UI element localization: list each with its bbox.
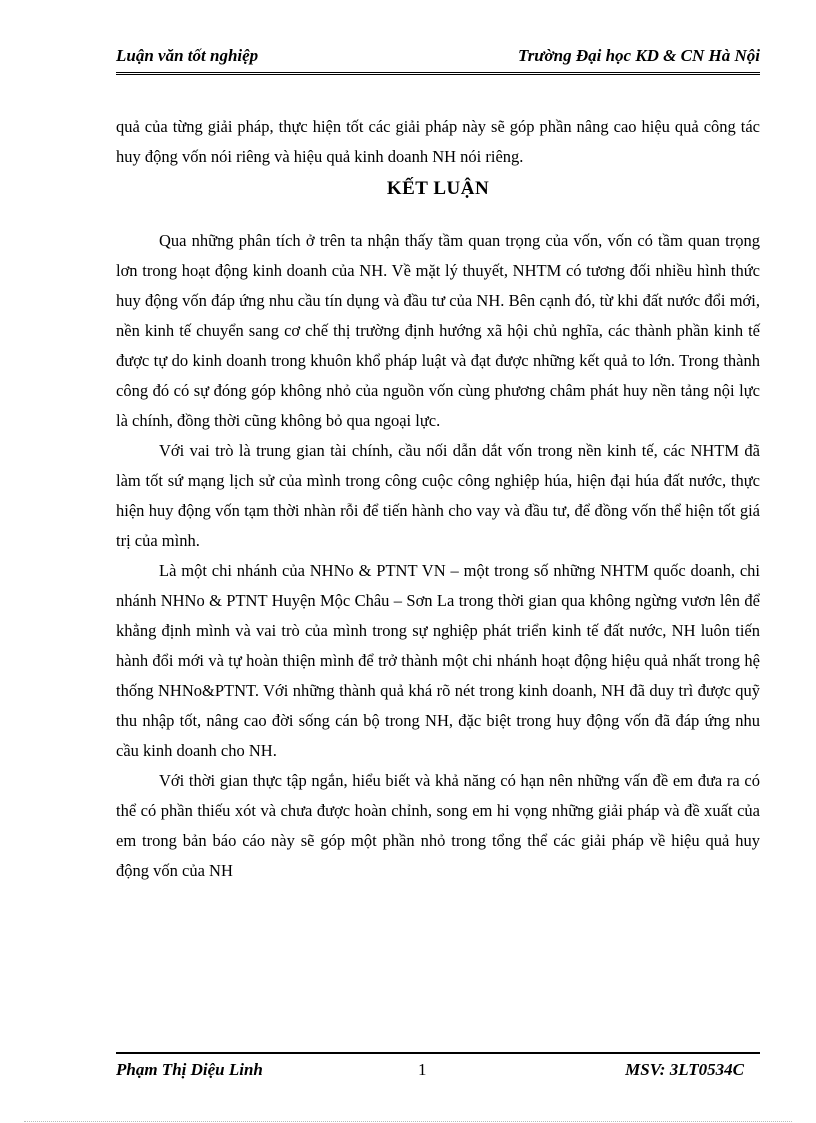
header-university-name: Trường Đại học KD & CN Hà Nội [517, 46, 760, 65]
header-thesis-label: Luận văn tốt nghiệp [116, 46, 259, 65]
document-body [116, 112, 760, 886]
footer-student-id: MSV: 3LT0534C [625, 1060, 744, 1079]
paragraph-3: Là một chi nhánh của NHNo & PTNT VN – một trong số những NHTM quốc doanh, chi nhánh NHNo & PTNT Huyện Mộc Châu – Sơn La trong thời gian qua không ngừng vươn lên để khẳng định mình và vai trò của mình trong sự nghiệp phát triển kinh tế đất nước, NH luôn tiến hành đổi mới và tự hoàn thiện mình để trở thành một chi nhánh hoạt động hiệu quả nhất trong hệ thống NHNo&PTNT. Với những thành quả khá rõ nét trong kinh doanh, NH đã duy trì được quỹ thu nhập tốt, nâng cao đời sống cán bộ trong NH, đặc biệt trong huy động vốn đã đáp ứng nhu cầu kinh doanh cho NH. [116, 561, 760, 760]
page-header [116, 44, 760, 75]
paragraph-4: Với thời gian thực tập ngắn, hiểu biết và khả năng có hạn nên những vấn đề em đưa ra có thể có phần thiếu xót và chưa được hoàn chỉnh, song em hi vọng những giải pháp và đề xuất của em trong bản báo cáo này sẽ góp một phần nhỏ trong tổng thể các giải pháp về hiệu quả huy động vốn của NH [116, 771, 760, 880]
page-bottom-divider [24, 1121, 792, 1122]
section-heading: KẾT LUẬN [386, 178, 490, 199]
footer-page-number: 1 [418, 1060, 427, 1079]
footer-author: Phạm Thị Diệu Linh [116, 1060, 263, 1079]
intro-paragraph: quả của từng giải pháp, thực hiện tốt các giải pháp này sẽ góp phần nâng cao hiệu quả công tác huy động vốn nói riêng và hiệu quả kinh doanh NH nói riêng. [116, 117, 760, 166]
paragraph-1: Qua những phân tích ở trên ta nhận thấy tầm quan trọng của vốn, vốn có tầm quan trọng lơn trong hoạt động kinh doanh của NH. Về mặt lý thuyết, NHTM có tương đối nhiều hình thức huy động vốn đáp ứng nhu cầu tín dụng và đầu tư của NH. Bên cạnh đó, từ khi đất nước đổi mới, nền kinh tế chuyển sang cơ chế thị trường định hướng xã hội chủ nghĩa, các thành phần kinh tế được tự do kinh doanh trong khuôn khổ pháp luật và đạt được những kết quả to lớn. Trong thành công đó có sự đóng góp không nhỏ của nguồn vốn cùng phương châm phát huy nền tảng nội lực là chính, đồng thời cũng không bỏ qua ngoại lực. [116, 231, 760, 430]
page-footer [116, 1052, 760, 1084]
paragraph-2: Với vai trò là trung gian tài chính, cầu nối dẫn dắt vốn trong nền kinh tế, các NHTM đã làm tốt sứ mạng lịch sử của mình trong công cuộc công nghiệp húa, hiện đại húa đất nước, thực hiện huy động vốn tạm thời nhàn rỗi để tiến hành cho vay và đầu tư, để đồng vốn thể hiện tốt giá trị của mình. [116, 441, 760, 550]
